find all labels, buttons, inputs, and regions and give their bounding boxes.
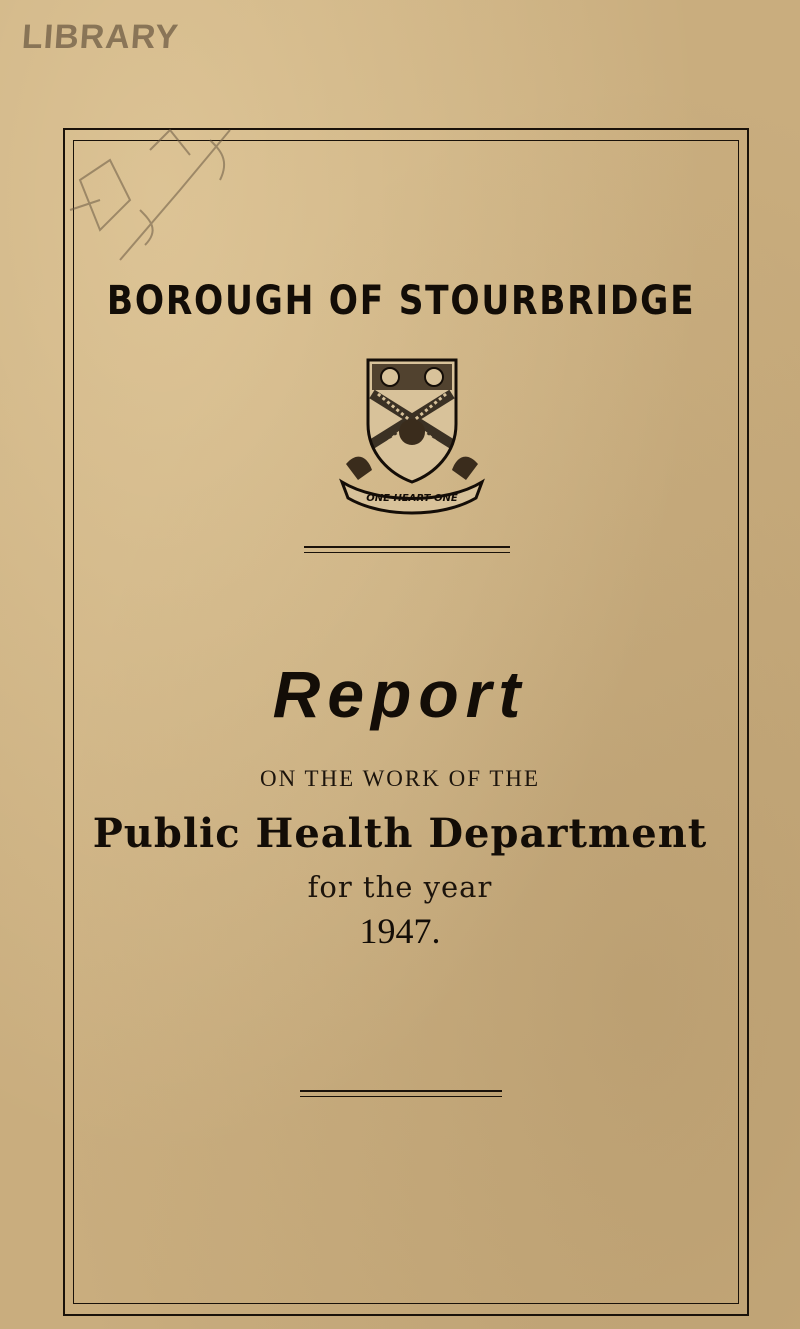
report-subtitle: ON THE WORK OF THE: [259, 766, 541, 791]
borough-title: BOROUGH OF STOURBRIDGE: [106, 278, 696, 324]
library-stamp: LIBRARY: [20, 18, 181, 56]
divider-top: [304, 546, 510, 548]
borough-crest-icon: [338, 354, 486, 524]
department-name: Public Health Department: [92, 810, 708, 857]
divider-top-thin: [304, 552, 510, 553]
pencil-scribble: [60, 60, 280, 290]
divider-bottom: [300, 1090, 502, 1092]
report-year: 1947.: [359, 911, 441, 951]
crest-motto: ONE HEART ONE: [366, 493, 458, 504]
for-the-year: for the year: [307, 870, 493, 904]
report-title: Report: [272, 657, 528, 731]
divider-bottom-thin: [300, 1096, 502, 1097]
